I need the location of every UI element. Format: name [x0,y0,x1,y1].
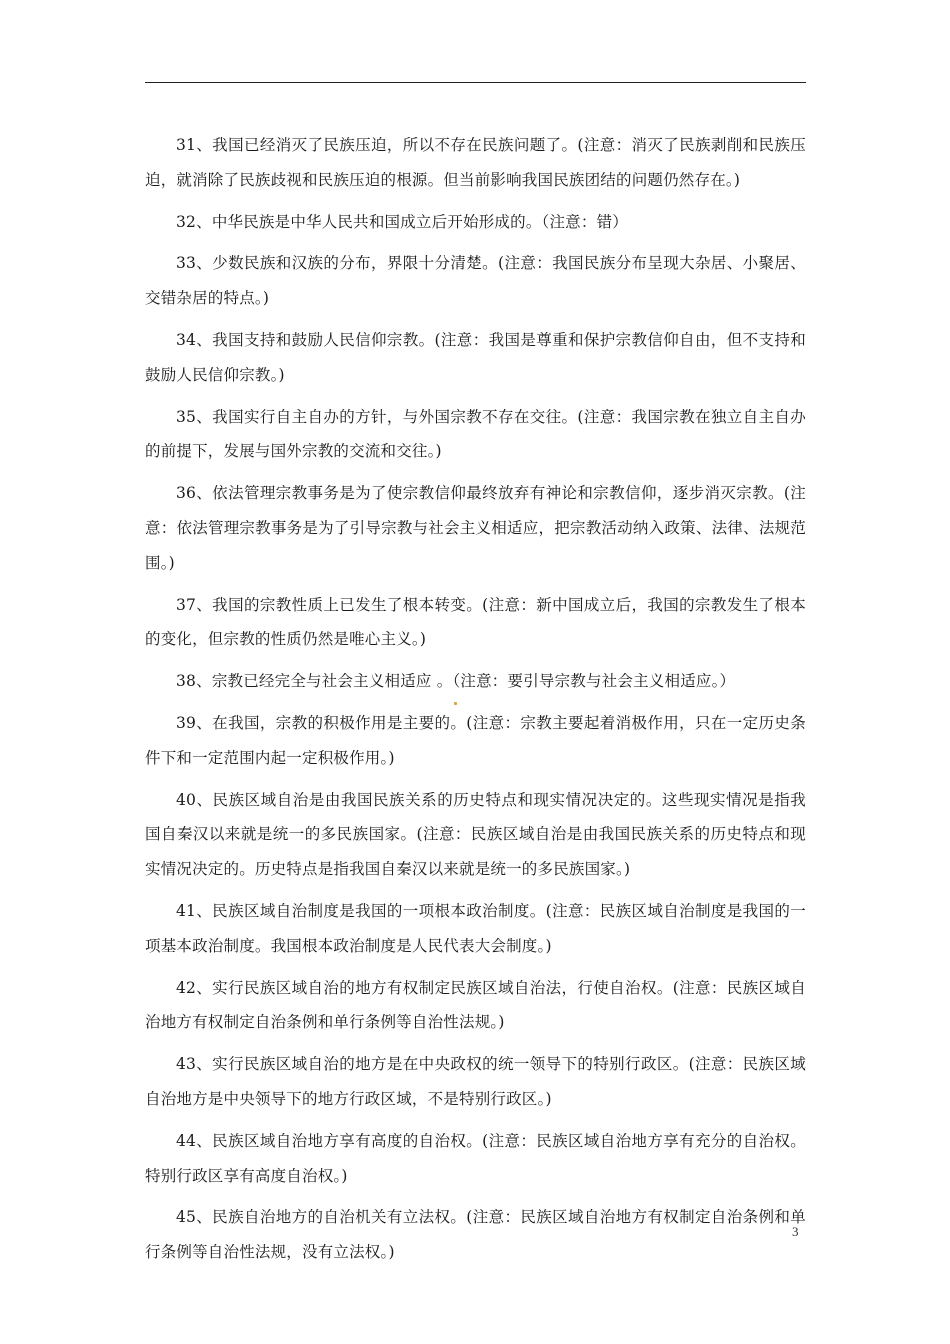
list-item: 42、实行民族区域自治的地方有权制定民族区域自治法，行使自治权。(注意：民族区域自治地方有权制定自治条例和单行条例等自治性法规。) [145,978,806,1032]
list-item: 35、我国实行自主自办的方针，与外国宗教不存在交往。(注意：我国宗教在独立自主自办的前提下，发展与国外宗教的交流和交往。) [145,407,806,461]
list-item: 41、民族区域自治制度是我国的一项根本政治制度。(注意：民族区域自治制度是我国的一项基本政治制度。我国根本政治制度是人民代表大会制度。) [145,901,806,955]
list-item: 44、民族区域自治地方享有高度的自治权。(注意：民族区域自治地方享有充分的自治权。特别行政区享有高度自治权。) [145,1131,806,1185]
list-item: 34、我国支持和鼓励人民信仰宗教。(注意：我国是尊重和保护宗教信仰自由，但不支持和鼓励人民信仰宗教。) [145,330,806,384]
page-number: 3 [792,1224,799,1239]
list-item: 45、民族自治地方的自治机关有立法权。(注意：民族区域自治地方有权制定自治条例和单行条例等自治性法规，没有立法权。) [145,1208,806,1262]
list-item: 32、中华民族是中华人民共和国成立后开始形成的。（注意：错） [176,212,628,231]
list-item: 38、宗教已经完全与社会主义相适应 。（注意：要引导宗教与社会主义相适应。） [176,672,736,691]
list-item: 37、我国的宗教性质上已发生了根本转变。(注意：新中国成立后，我国的宗教发生了根本的变化，但宗教的性质仍然是唯心主义。) [145,595,806,649]
list-item: 33、少数民族和汉族的分布，界限十分清楚。(注意：我国民族分布呈现大杂居、小聚居、交错杂居的特点。) [145,254,806,308]
header-rule [145,82,806,83]
list-item: 40、民族区域自治是由我国民族关系的历史特点和现实情况决定的。这些现实情况是指我国自秦汉以来就是统一的多民族国家。(注意：民族区域自治是由我国民族关系的历史特点和现实情况决定的。历史特点是指我国自秦汉以来就是统一的多民族国家。) [145,790,806,879]
list-item: 39、在我国，宗教的积极作用是主要的。(注意：宗教主要起着消极作用，只在一定历史条件下和一定范围内起一定积极作用。) [145,713,806,767]
list-item: 43、实行民族区域自治的地方是在中央政权的统一领导下的特别行政区。(注意：民族区域自治地方是中央领导下的地方行政区域，不是特别行政区。) [145,1055,806,1108]
list-item: 31、我国已经消灭了民族压迫，所以不存在民族问题了。(注意：消灭了民族剥削和民族压迫，就消除了民族歧视和民族压迫的根源。但当前影响我国民族团结的问题仍然存在。) [145,136,806,189]
scan-speck [454,702,457,705]
list-item: 36、依法管理宗教事务是为了使宗教信仰最终放弃有神论和宗教信仰，逐步消灭宗教。(注意：依法管理宗教事务是为了引导宗教与社会主义相适应，把宗教活动纳入政策、法律、法规范围。) [145,484,806,572]
document-body [145,128,806,1277]
